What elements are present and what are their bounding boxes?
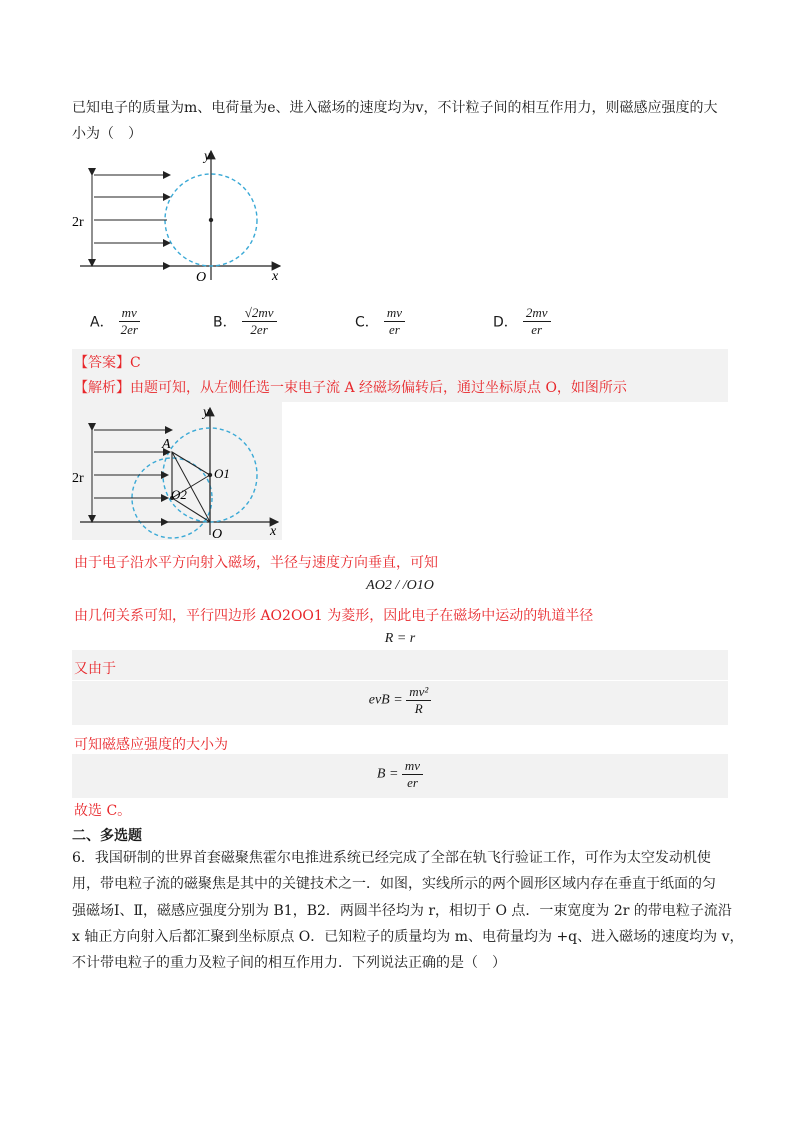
- section-title: 二、多选题: [72, 828, 142, 844]
- option-a-letter: A．: [90, 314, 114, 331]
- question-6-line-2: 用，带电粒子流的磁聚焦是其中的关键技术之一．如图，实线所示的两个圆形区域内存在垂直于纸面的匀: [72, 876, 716, 892]
- equation-2: R = r: [384, 631, 416, 646]
- circle-center-dot: [209, 218, 213, 222]
- analysis-text: 由题可知，从左侧任选一束电子流 A 经磁场偏转后，通过坐标原点 O，如图所示: [130, 380, 627, 396]
- option-a-fraction: $\frac{mv}{2er}$: [120, 305, 138, 337]
- question-6-line-3: 强磁场Ⅰ、Ⅱ，磁感应强度分别为 B1，B2．两圆半径均为 r，相切于 O 点．一束宽度为 2r 的带电粒子流沿: [72, 903, 732, 919]
- option-b-letter: B．: [213, 314, 237, 331]
- question-6-line-4: x 轴正方向射入后都汇聚到坐标原点 O．已知粒子的质量均为 m、电荷量均为 +q、进入磁场的速度均为 v，: [72, 929, 744, 945]
- step-4: 可知磁感应强度的大小为: [74, 737, 228, 753]
- answer-line: 【答案】C: [74, 355, 141, 371]
- point-o2-label: O2: [171, 487, 187, 502]
- option-c-letter: C．: [355, 314, 379, 331]
- equation-4-lhs: B =: [376, 766, 399, 782]
- option-b-fraction: $\frac{√2mv}{2er}$: [242, 305, 277, 338]
- equation-3-fraction: $\frac{\text{mv²}}{R}$: [406, 684, 431, 717]
- option-d-fraction: $\frac{2mv}{er}$: [523, 305, 551, 338]
- question-stem-line-2: 小为（ ）: [72, 126, 142, 142]
- step-1: 由于电子沿水平方向射入磁场，半径与速度方向垂直，可知: [74, 555, 438, 571]
- option-c-fraction: $\frac{mv}{er}$: [384, 305, 405, 338]
- step-3: 又由于: [74, 661, 116, 677]
- analysis-line: [74, 378, 627, 398]
- question-6-line-5: 不计带电粒子的重力及粒子间的相互作用力．下列说法正确的是（ ）: [72, 955, 506, 971]
- origin-label: O: [212, 527, 223, 540]
- x-label: x: [270, 524, 277, 539]
- point-o1-label: O1: [214, 466, 230, 481]
- equation-3: [72, 684, 728, 717]
- width-label: 2r: [72, 471, 84, 486]
- figure-magnetic-field-1: [72, 145, 292, 285]
- option-b[interactable]: [213, 305, 277, 341]
- equation-4-fraction: $\frac{mv}{er}$: [402, 758, 423, 791]
- option-d[interactable]: [493, 305, 551, 341]
- equation-4: [72, 758, 728, 791]
- y-label: y: [204, 149, 211, 164]
- question-6-line-1: 6．我国研制的世界首套磁聚焦霍尔电推进系统已经完成了全部在轨飞行验证工作，可作为太空发动机使: [72, 850, 711, 866]
- width-label: 2r: [72, 215, 84, 230]
- equation-3-lhs: evB =: [368, 692, 403, 708]
- equation-1: AO2 / /O1O: [366, 578, 434, 593]
- question-stem-line-1: 已知电子的质量为m、电荷量为e、进入磁场的速度均为v，不计粒子间的相互作用力，则磁感应强度的大: [72, 100, 718, 116]
- step-2: 由几何关系可知，平行四边形 AO2OO1 为菱形，因此电子在磁场中运动的轨道半径: [74, 608, 594, 624]
- x-label: x: [272, 269, 279, 284]
- origin-label: O: [196, 270, 207, 285]
- conclusion: 故选 C。: [74, 803, 132, 819]
- step-3-background: [72, 650, 728, 680]
- option-a[interactable]: [90, 305, 140, 341]
- figure-magnetic-field-2: [72, 402, 282, 540]
- analysis-head: 【解析】: [74, 380, 130, 396]
- y-label: y: [203, 405, 210, 420]
- option-d-letter: D．: [493, 314, 518, 331]
- option-c[interactable]: [355, 305, 405, 341]
- point-a-label: A: [162, 437, 171, 452]
